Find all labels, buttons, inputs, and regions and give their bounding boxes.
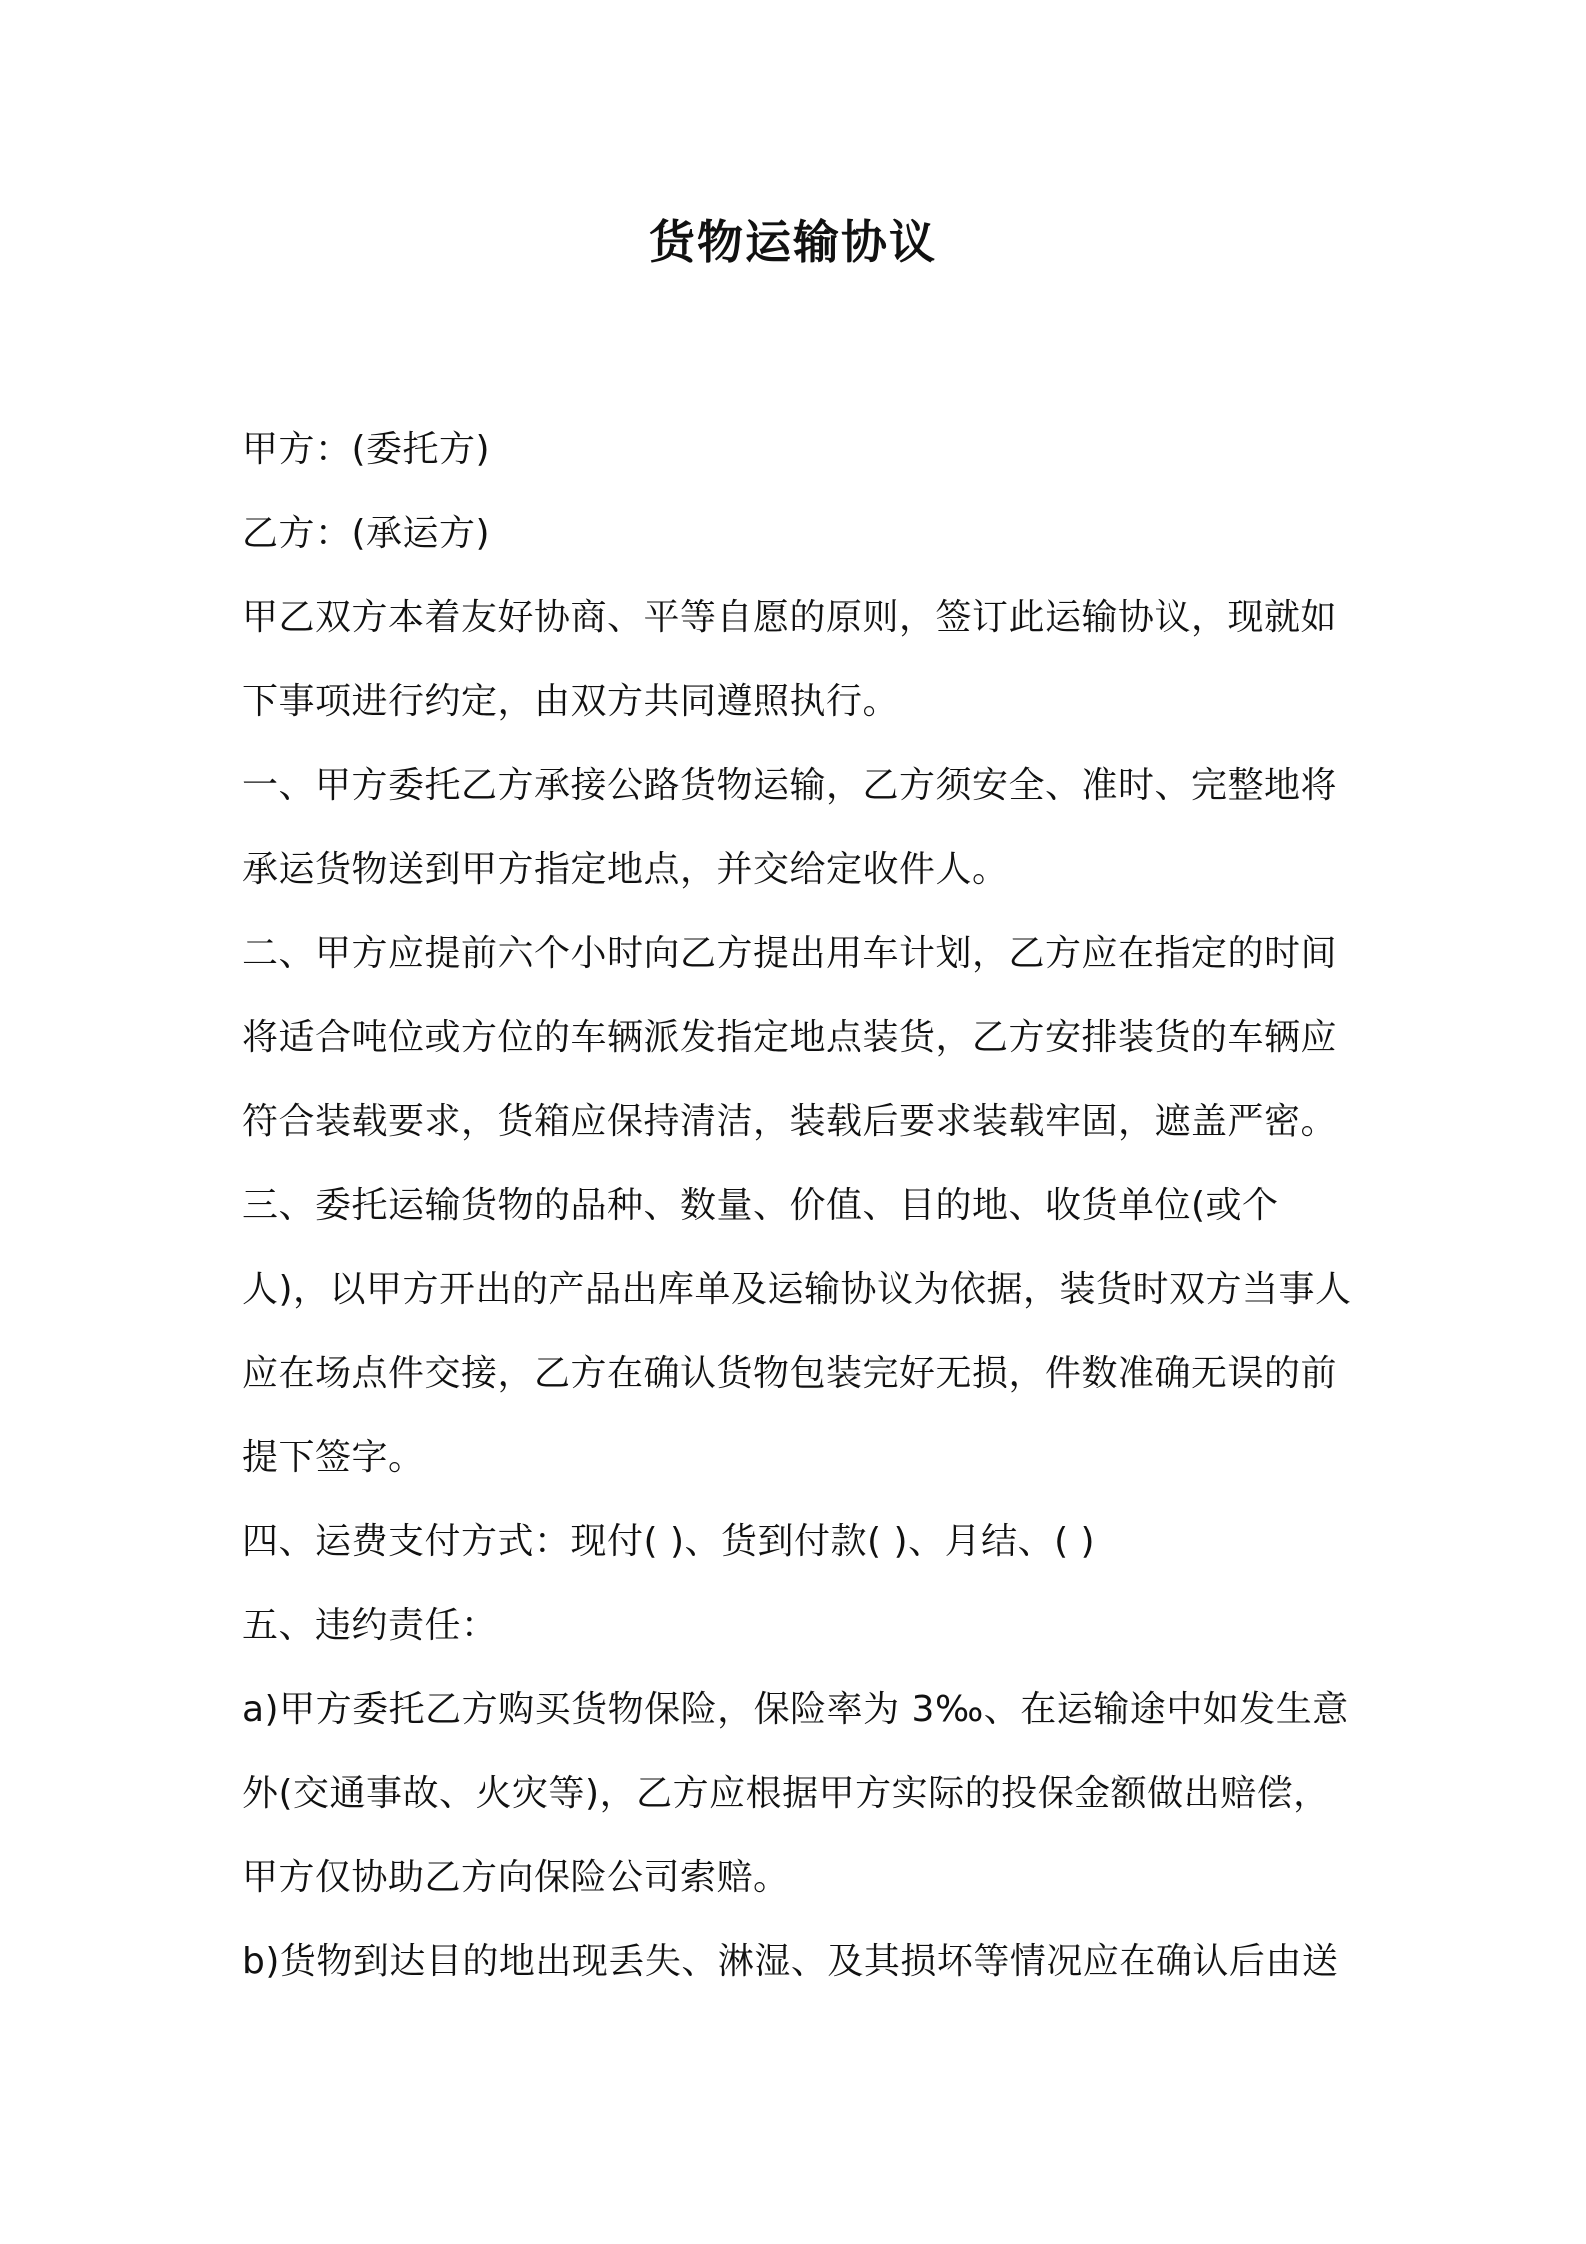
clause-5-heading: 五、违约责任： — [242, 1605, 498, 1646]
party-b-line: 乙方：(承运方) — [242, 513, 491, 554]
preamble-paragraph: 甲乙双方本着友好协商、平等自愿的原则，签订此运输协议，现就如下事项进行约定，由双方共同遵照执行。 — [242, 597, 1338, 722]
clause-5a-paragraph: a)甲方委托乙方购买货物保险，保险率为 3‰、在运输途中如发生意外(交通事故、火灾等)，乙方应根据甲方实际的投保金额做出赔偿，甲方仅协助乙方向保险公司索赔。 — [242, 1689, 1349, 1898]
clause-3-paragraph: 三、委托运输货物的品种、数量、价值、目的地、收货单位(或个人)，以甲方开出的产品出库单及运输协议为依据，装货时双方当事人应在场点件交接，乙方在确认货物包装完好无损，件数准确无误的前提下签字。 — [242, 1185, 1352, 1478]
clause-5b-paragraph: b)货物到达目的地出现丢失、淋湿、及其损坏等情况应在确认后由送 — [242, 1941, 1339, 1982]
clause-2-paragraph: 二、甲方应提前六个小时向乙方提出用车计划，乙方应在指定的时间将适合吨位或方位的车辆派发指定地点装货，乙方安排装货的车辆应符合装载要求，货箱应保持清洁，装载后要求装载牢固，遮盖严密。 — [242, 933, 1338, 1142]
document-body — [242, 408, 1362, 2004]
party-a-line: 甲方：(委托方) — [242, 429, 491, 470]
clause-1-paragraph: 一、甲方委托乙方承接公路货物运输，乙方须安全、准时、完整地将承运货物送到甲方指定地点，并交给定收件人。 — [242, 765, 1338, 890]
clause-4-paragraph: 四、运费支付方式：现付( )、货到付款( )、月结、( ) — [242, 1521, 1096, 1562]
document-title: 货物运输协议 — [649, 215, 937, 269]
